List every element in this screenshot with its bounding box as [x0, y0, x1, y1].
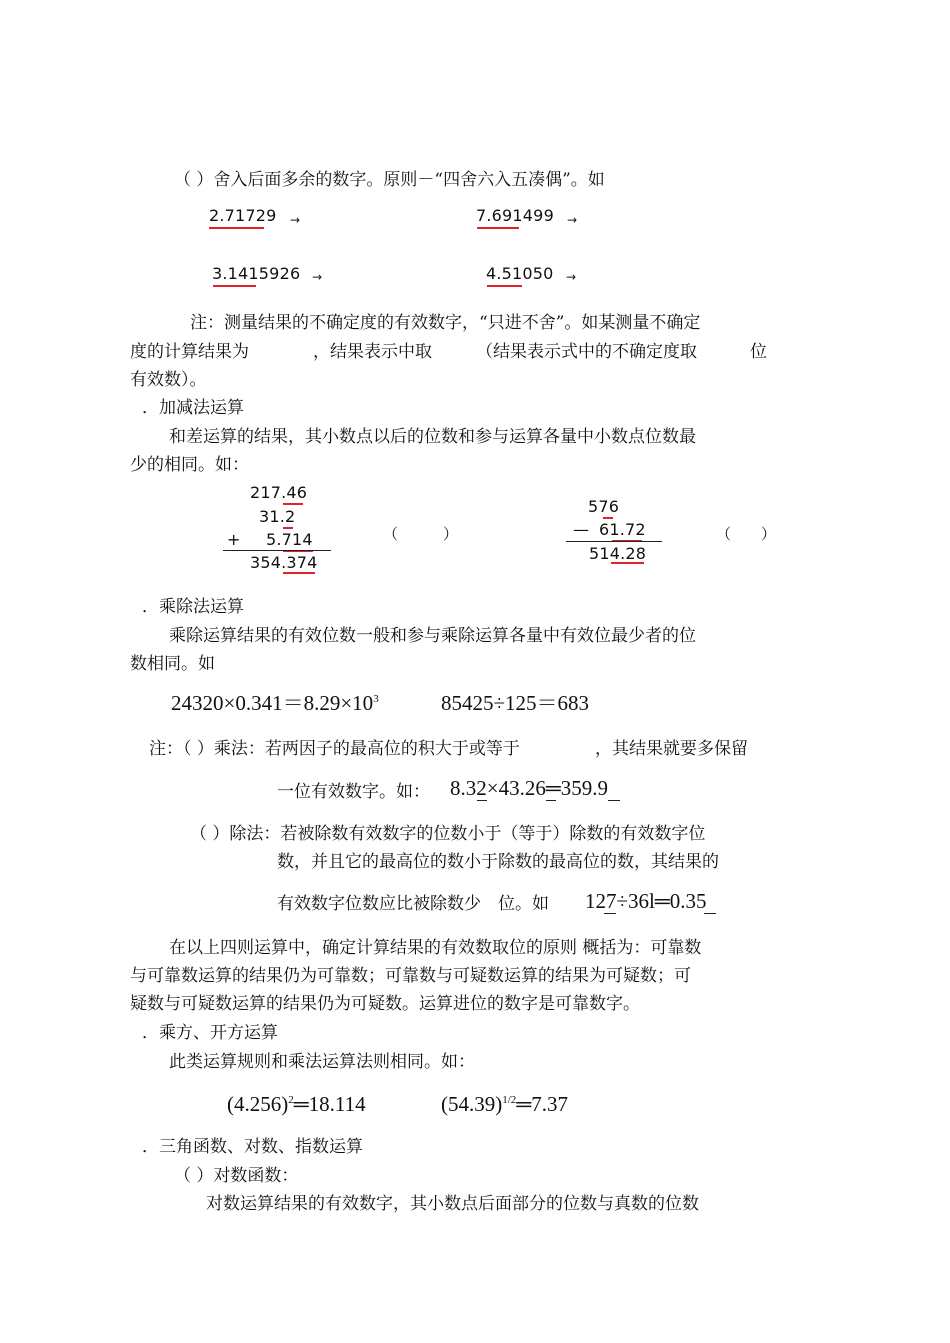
uncertainty-note-line2a: 度的计算结果为	[130, 342, 249, 362]
underline-mul-1	[477, 800, 487, 801]
difference-result: 514.28	[589, 544, 647, 563]
square-root-example: $(54.39)^{1/2}═7.37$	[441, 1092, 568, 1116]
division-note-line1: （ ）除法：若被除数有效数字的位数小于（等于）除数的有效数字位	[190, 824, 706, 844]
muldiv-heading: ．乘除法运算	[142, 597, 244, 617]
sum-answer-blank: （ ）	[383, 525, 459, 543]
example-number-1: 2.71729	[209, 206, 277, 225]
addsub-paragraph-line1: 和差运算的结果，其小数点以后的位数和参与运算各量中小数点位数最	[169, 427, 696, 447]
sum-result: 354.374	[250, 553, 318, 572]
example-number-4: 4.51050	[486, 264, 554, 283]
red-underline-addend-1	[283, 503, 303, 505]
addsub-paragraph-line2: 少的相同。如：	[130, 455, 249, 475]
minuend: 576	[588, 497, 620, 516]
muldiv-paragraph-line1: 乘除运算结果的有效位数一般和参与乘除运算各量中有效位最少者的位	[169, 626, 696, 646]
red-underline-sum	[283, 572, 315, 574]
log-paragraph-line1: 对数运算结果的有效数字，其小数点后面部分的位数与真数的位数	[206, 1194, 699, 1214]
difference-answer-blank: （ ）	[716, 525, 777, 543]
multiplication-example: $24320\times 0.341=8.29\times 10^3$	[171, 691, 379, 715]
uncertainty-note-line2b: ，结果表示中取	[313, 342, 432, 362]
subtrahend: 61.72	[599, 520, 646, 539]
underline-mul-2	[546, 800, 556, 801]
difference-rule-line	[566, 541, 662, 542]
square-example: $(4.256)^2═18.114$	[227, 1092, 366, 1116]
division-note-line3: 有效数字位数应比被除数少 位。如	[277, 894, 549, 914]
multiplication-note-line1b: ，其结果就要多保留	[595, 739, 748, 759]
uncertainty-note-line1: 注：测量结果的不确定度的有效数字，“只进不舍”。如某测量不确定	[190, 313, 701, 333]
red-underline-minuend	[603, 517, 613, 519]
multiplication-note-line2: 一位有效数字。如：	[277, 782, 430, 802]
log-function-subheading: （ ）对数函数：	[174, 1166, 299, 1186]
muldiv-paragraph-line2: 数相同。如	[130, 654, 215, 674]
underline-div-2	[704, 913, 716, 914]
summary-line1: 在以上四则运算中，确定计算结果的有效数取位的原则 概括为：可靠数	[169, 938, 702, 958]
arrow-icon: →	[567, 213, 578, 227]
arrow-icon: →	[566, 270, 577, 284]
uncertainty-note-line3: 有效数）。	[130, 370, 207, 390]
arrow-icon: →	[290, 213, 301, 227]
red-underline-addend-2	[283, 527, 293, 529]
example-number-2: 7.691499	[476, 206, 554, 225]
addend-3: 5.714	[266, 530, 313, 549]
red-underline-2	[477, 227, 519, 229]
underline-mul-3	[608, 800, 620, 801]
summary-line3: 疑数与可疑数运算的结果仍为可疑数。运算进位的数字是可靠数字。	[130, 994, 640, 1014]
division-note-line2: 数，并且它的最高位的数小于除数的最高位的数，其结果的	[277, 852, 719, 872]
multiplication-note-line1a: 注：（ ）乘法：若两因子的最高位的积大于或等于	[149, 739, 520, 759]
uncertainty-note-line2c: （结果表示式中的不确定度取	[476, 342, 697, 362]
underline-div-1	[604, 913, 616, 914]
summary-line2: 与可靠数运算的结果仍为可靠数；可靠数与可疑数运算的结果为可疑数；可	[130, 966, 691, 986]
rounding-rule-line: （ ）舍入后面多余的数字。原则－“四舍六入五凑偶”。如	[174, 170, 605, 190]
uncertainty-note-line2d: 位	[750, 342, 767, 362]
minus-sign: —	[573, 520, 590, 539]
red-underline-4	[487, 285, 522, 287]
power-paragraph: 此类运算规则和乘法运算法则相同。如：	[169, 1052, 475, 1072]
sum-rule-line	[223, 550, 331, 551]
multiplication-rule-example: 8.32×43.26═359.9	[450, 776, 608, 800]
division-rule-example: 127÷36l═0.35	[585, 889, 707, 913]
division-example: 85425÷125＝683	[441, 691, 590, 715]
arrow-icon: →	[312, 270, 323, 284]
addsub-heading: ．加减法运算	[142, 398, 244, 418]
example-number-3: 3.1415926	[212, 264, 301, 283]
red-underline-1	[209, 227, 264, 229]
power-heading: ．乘方、开方运算	[142, 1023, 278, 1043]
addend-2: 31.2	[259, 507, 296, 526]
red-underline-3	[213, 285, 256, 287]
plus-sign: +	[227, 530, 241, 549]
addend-1: 217.46	[250, 483, 308, 502]
trig-heading: ．三角函数、对数、指数运算	[142, 1137, 363, 1157]
red-underline-difference	[611, 562, 644, 564]
